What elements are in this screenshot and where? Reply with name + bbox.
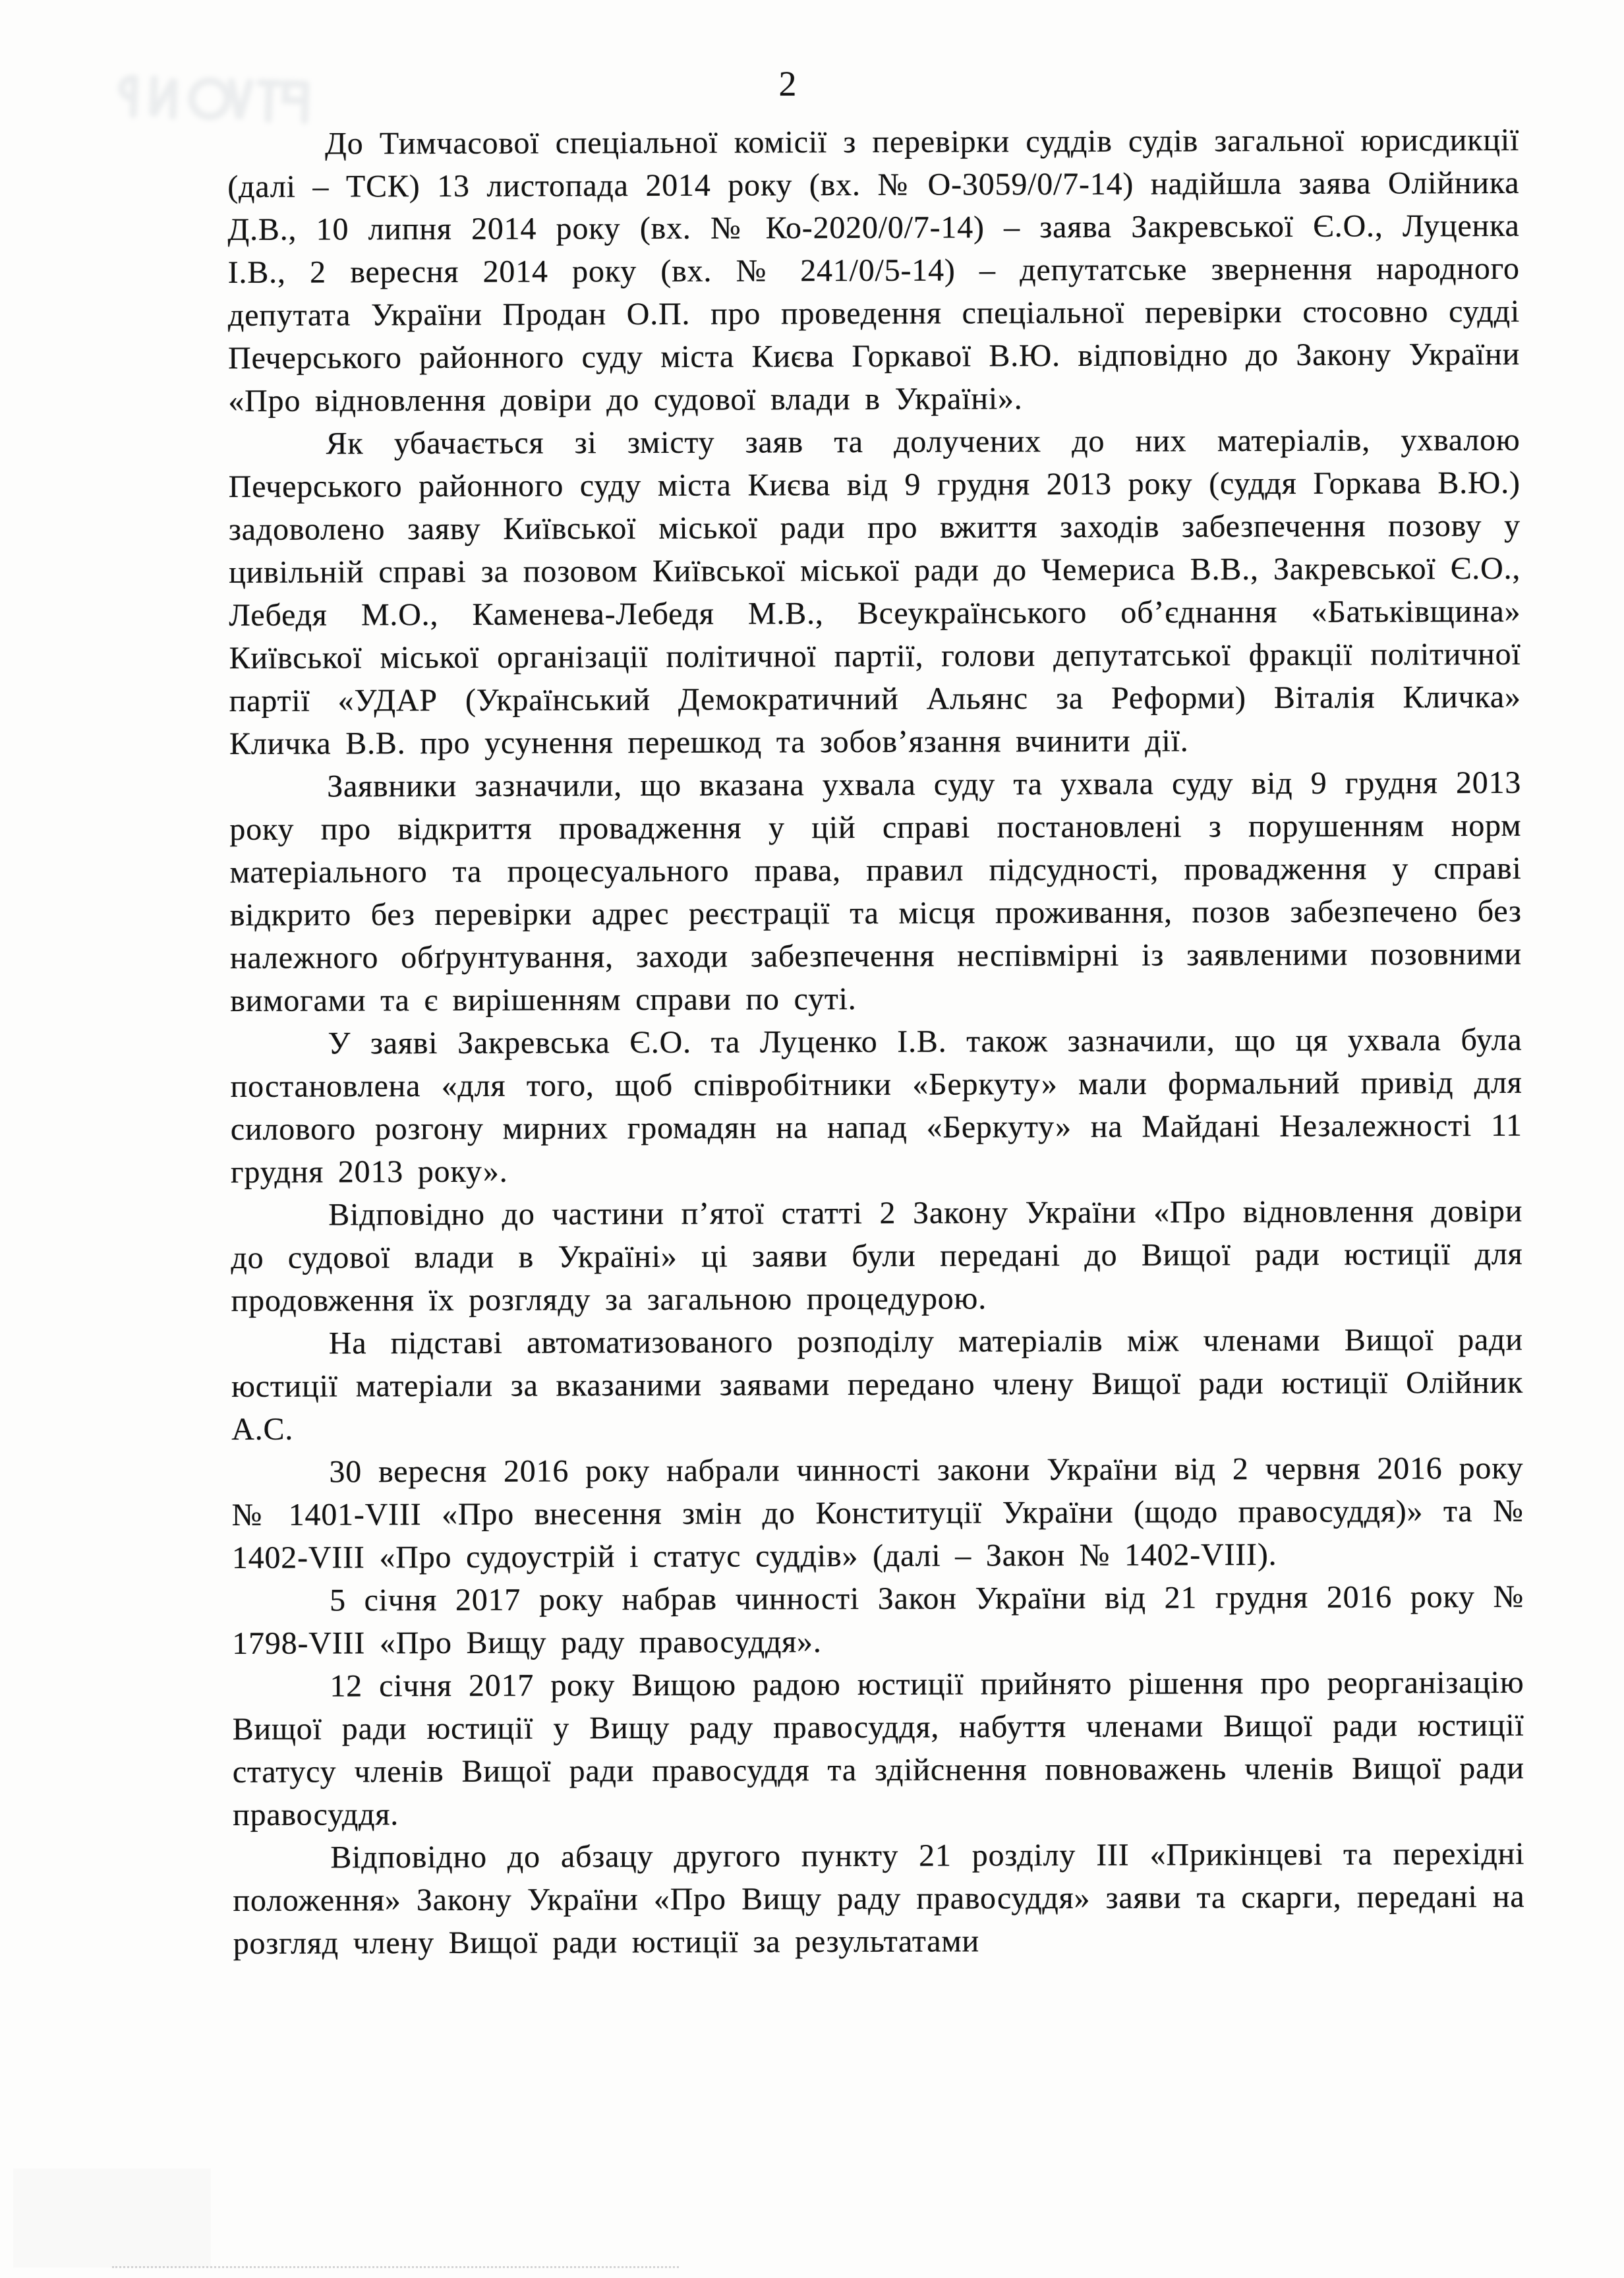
page-number: 2: [778, 64, 797, 103]
document-body: [227, 119, 1525, 1965]
paragraph: Як убачається зі змісту заяв та долучених до них матеріалів, ухвалою Печерського районного суду міста Києва від 9 грудня 2013 року (суддя Горкава В.Ю.) задоволено заяву Київської міської ради про вжиття заходів забезпечення позову у цивільній справі за позовом Київської міської ради до Чемериса В.В., Закревської Є.О., Лебедя М.О., Каменева-Лебедя М.В., Всеукраїнського об’єднання «Батьківщина» Київської міської організації політичної партії, голови депутатської фракції політичної партії «УДАР (Український Демократичний Альянс за Реформи) Віталія Кличка» Кличка В.В. про усунення перешкод та зобов’язання вчинити дії.: [228, 422, 1521, 761]
paragraph: Відповідно до абзацу другого пункту 21 розділу III «Прикінцеві та перехідні положення» Закону України «Про Вищу раду правосуддя» заяви та скарги, передані на розгляд члену Вищої ради юстиції за результатами: [233, 1836, 1525, 1961]
paragraph: 5 січня 2017 року набрав чинності Закон України від 21 грудня 2016 року № 1798-VIII «Про Вищу раду правосуддя».: [232, 1579, 1524, 1661]
paragraph: До Тимчасової спеціальної комісії з перевірки суддів судів загальної юрисдикції (далі – ТСК) 13 листопада 2014 року (вх. № О-3059/0/7-14) надійшла заява Олійника Д.В., 10 липня 2014 року (вх. № Ко-2020/0/7-14) – заява Закревської Є.О., Луценка І.В., 2 вересня 2014 року (вх. № 241/0/5-14) – депутатське звернення народного депутата України Продан О.П. про проведення спеціальної перевірки стосовно судді Печерського районного суду міста Києва Горкавої В.Ю. відповідно до Закону України «Про відновлення довіри до судової влади в Україні».: [227, 122, 1521, 419]
paragraph: Заявники зазначили, що вказана ухвала суду та ухвала суду від 9 грудня 2013 року про відкриття провадження у цій справі постановлені з порушенням норм матеріального та процесуального права, правил підсудності, провадження у справі відкрито без перевірки адрес реєстрації та місця проживання, позов забезпечено без належного обґрунтування, заходи забезпечення неспівмірні із заявленими позовними вимогами та є вирішенням справи по суті.: [229, 765, 1522, 1018]
paragraph: На підставі автоматизованого розподілу матеріалів між членами Вищої ради юстиції матеріали за вказаними заявами передано члену Вищої ради юстиції Олійник А.С.: [231, 1322, 1524, 1447]
paragraph: У заяві Закревська Є.О. та Луценко І.В. також зазначили, що ця ухвала була постановлена «для того, щоб співробітники «Беркуту» мали формальний привід для силового розгону мирних громадян на напад «Беркуту» на Майдані Незалежності 11 грудня 2013 року».: [230, 1022, 1522, 1190]
paragraph: 12 січня 2017 року Вищою радою юстиції прийнято рішення про реорганізацію Вищої ради юстиції у Вищу раду правосуддя, набуття членами Вищої ради юстиції статусу членів Вищої ради правосуддя та здійснення повноважень членів Вищої ради правосуддя.: [232, 1664, 1524, 1832]
paragraph: Відповідно до частини п’ятої статті 2 Закону України «Про відновлення довіри до судової влади в Україні» ці заяви були передані до Вищої ради юстиції для продовження їх розгляду за загальною процедурою.: [231, 1193, 1523, 1318]
paragraph: 30 вересня 2016 року набрали чинності закони України від 2 червня 2016 року № 1401-VIII «Про внесення змін до Конституції України (щодо правосуддя)» та № 1402-VIII «Про судоустрій і статус суддів» (далі – Закон № 1402-VIII).: [231, 1450, 1524, 1575]
scan-shading-artifact: [13, 2169, 211, 2267]
